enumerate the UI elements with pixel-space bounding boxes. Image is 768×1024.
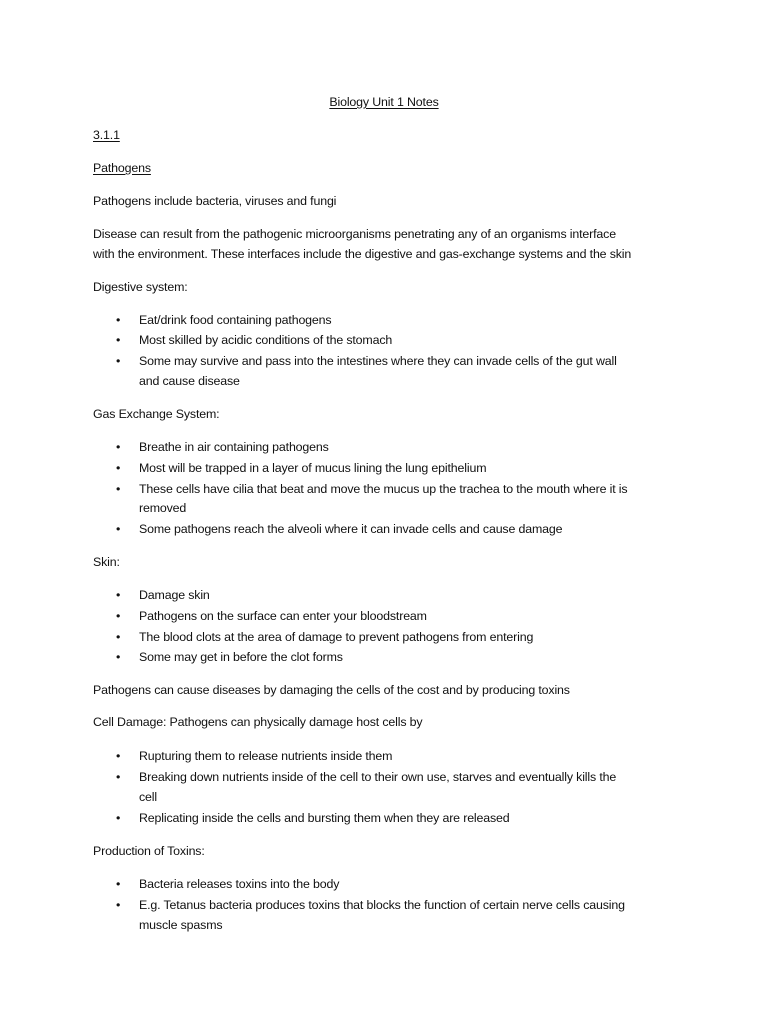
bullet-icon: • [116, 522, 121, 536]
intro-paragraph: Pathogens include bacteria, viruses and fungi [93, 194, 337, 208]
bullet-icon: • [116, 811, 121, 825]
gas-exchange-heading: Gas Exchange System: [93, 407, 220, 421]
skin-heading: Skin: [93, 555, 120, 569]
section-heading: Pathogens [93, 161, 151, 175]
cell-damage-heading: Cell Damage: Pathogens can physically damage host cells by [93, 715, 423, 729]
bullet-icon: • [116, 440, 121, 454]
bullet-icon: • [116, 354, 121, 368]
bullet-icon: • [116, 333, 121, 347]
bullet-icon: • [116, 482, 121, 496]
bullet-icon: • [116, 630, 121, 644]
disease-paragraph-line-1: Disease can result from the pathogenic microorganisms penetrating any of an organisms interface [93, 227, 616, 241]
document-title: Biology Unit 1 Notes [329, 95, 439, 109]
bullet-icon: • [116, 770, 121, 784]
bullet-icon: • [116, 650, 121, 664]
bullet-icon: • [116, 461, 121, 475]
section-number: 3.1.1 [93, 128, 120, 142]
digestive-heading: Digestive system: [93, 280, 188, 294]
bullet-icon: • [116, 749, 121, 763]
bullet-icon: • [116, 609, 121, 623]
bullet-icon: • [116, 877, 121, 891]
document-page: Biology Unit 1 Notes 3.1.1 Pathogens Pathogens include bacteria, viruses and fungi Disease can result from the pathogenic microorganisms penetrating any of an organisms interface with the environment. These interfaces include the digestive and gas-exchange systems and the skin Digestive system: • Eat/drink food containing pathogens • Most skilled by acidic conditions of the stomach • Some may survive and pass into the intestines where they can invade cells of the gut wall and cause disease Gas Exchange System: • Breathe in air containing pathogens • Most will be trapped in a layer of mucus lining the lung epithelium • These cells have cilia that beat and move the mucus up the trachea to the mouth where it is removed • Some pathogens reach the alveoli where it can invade cells and cause damage Skin: • Damage skin • Pathogens on the surface can enter your bloodstream • The blood clots at the area of damage to prevent pathogens from entering • Some may get in before the clot forms Pathogens can cause diseases by damaging the cells of the cost and by producing toxins Cell Damage: Pathogens can physically damage host cells by • Rupturing them to release nutrients inside them • Breaking down nutrients inside of the cell to their own use, starves and eventually kills the cell • Replicating inside the cells and bursting them when they are released Production of Toxins: • Bacteria releases toxins into the body • E.g. Tetanus bacteria produces toxins that blocks the function of certain nerve cells causing muscle spasms [0, 0, 768, 1024]
bullet-icon: • [116, 588, 121, 602]
bullet-icon: • [116, 313, 121, 327]
cause-paragraph: Pathogens can cause diseases by damaging the cells of the cost and by producing toxins [93, 683, 570, 697]
toxins-heading: Production of Toxins: [93, 844, 205, 858]
disease-paragraph-line-2: with the environment. These interfaces include the digestive and gas-exchange systems and the skin [93, 247, 632, 261]
bullet-icon: • [116, 898, 121, 912]
